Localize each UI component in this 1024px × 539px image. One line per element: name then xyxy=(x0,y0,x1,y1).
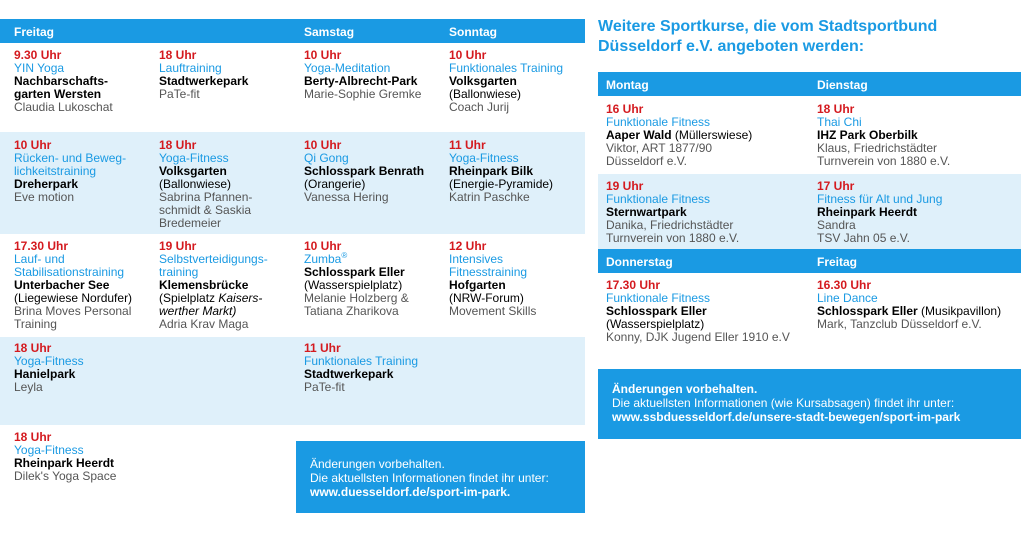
day-label: Donnerstag xyxy=(606,255,673,269)
entry-trainer: Klaus, Friedrichstädter xyxy=(817,141,938,155)
entry-course: Qi Gong xyxy=(304,151,349,165)
entry-course: Line Dance xyxy=(817,291,878,305)
entry-trainer: Katrin Paschke xyxy=(449,190,530,204)
entry-time: 11 Uhr xyxy=(449,138,486,152)
entry-course: Stabilisationstraining xyxy=(14,265,125,279)
schedule-entry xyxy=(0,49,145,114)
note-heading: Änderungen vorbehalten. xyxy=(612,382,758,396)
entry-time: 18 Uhr xyxy=(14,430,52,444)
schedule-entry xyxy=(435,240,585,318)
entry-course: YIN Yoga xyxy=(14,61,65,75)
entry-location: Rheinpark Heerdt xyxy=(14,456,115,470)
entry-course: Funktionale Fitness xyxy=(606,115,711,129)
registered-mark: ® xyxy=(341,251,348,260)
entry-course: Funktionales Training xyxy=(449,61,564,75)
entry-trainer: Training xyxy=(14,317,57,331)
entry-trainer: Dilek's Yoga Space xyxy=(14,469,117,483)
schedule-entry xyxy=(0,431,145,483)
schedule-entry xyxy=(145,49,290,101)
ssb-entry xyxy=(598,180,808,245)
entry-location: Stadtwerkepark xyxy=(304,367,394,381)
schedule-entry xyxy=(435,49,585,114)
entry-time: 10 Uhr xyxy=(304,138,342,152)
entry-trainer: Melanie Holzberg & xyxy=(304,291,409,305)
day-header-samstag xyxy=(290,19,435,43)
entry-location-detail-text: (Spielplatz xyxy=(159,291,219,305)
day-label: Freitag xyxy=(817,255,858,269)
entry-course: Lauftraining xyxy=(159,61,222,75)
entry-trainer: Marie-Sophie Gremke xyxy=(304,87,422,101)
entry-trainer: Adria Krav Maga xyxy=(159,317,249,331)
entry-time: 17 Uhr xyxy=(817,179,855,193)
schedule-entry xyxy=(435,139,585,204)
entry-course: Funktionale Fitness xyxy=(606,192,711,206)
entry-course: Yoga-Fitness xyxy=(14,354,84,368)
entry-trainer: Turnverein von 1880 e.V. xyxy=(817,154,951,168)
entry-location: Schlosspark Eller xyxy=(304,265,405,279)
entry-location-detail: (Wasserspielplatz) xyxy=(606,317,705,331)
day-header-montag xyxy=(598,72,808,96)
section-title xyxy=(598,17,1018,57)
day-header-freitag xyxy=(0,19,290,43)
entry-time: 18 Uhr xyxy=(159,138,197,152)
ssb-entry xyxy=(598,103,808,168)
entry-trainer: Vanessa Hering xyxy=(304,190,389,204)
entry-time: 11 Uhr xyxy=(304,341,341,355)
schedule-entry xyxy=(0,342,145,394)
schedule-entry xyxy=(290,139,435,204)
entry-time: 10 Uhr xyxy=(449,48,487,62)
entry-location: Volksgarten xyxy=(159,164,227,178)
day-label: Sonntag xyxy=(449,25,497,39)
entry-location: Stadtwerkepark xyxy=(159,74,249,88)
entry-location: Rheinpark Bilk xyxy=(449,164,534,178)
entry-trainer: Bredemeier xyxy=(159,216,222,230)
entry-course: lichkeitstraining xyxy=(14,164,97,178)
entry-location-name: Aaper Wald xyxy=(606,128,672,142)
entry-trainer: Coach Jurij xyxy=(449,100,510,114)
entry-trainer: Sabrina Pfannen- xyxy=(159,190,253,204)
entry-location: Hofgarten xyxy=(449,278,506,292)
entry-time: 19 Uhr xyxy=(159,239,197,253)
entry-time: 9.30 Uhr xyxy=(14,48,62,62)
entry-location: Hanielpark xyxy=(14,367,76,381)
entry-trainer: Eve motion xyxy=(14,190,75,204)
note-text: Die aktuellsten Informationen findet ihr unter: xyxy=(310,471,549,485)
section-title-line: Weitere Sportkurse, die vom Stadtsportbund xyxy=(598,18,938,35)
entry-trainer: Movement Skills xyxy=(449,304,537,318)
entry-course: Fitness für Alt und Jung xyxy=(817,192,943,206)
entry-location: Unterbacher See xyxy=(14,278,110,292)
entry-location-detail: (Ballonwiese) xyxy=(159,177,232,191)
entry-location-detail-italic: werther Markt) xyxy=(159,304,237,318)
entry-trainer: Tatiana Zharikova xyxy=(304,304,399,318)
entry-time: 10 Uhr xyxy=(304,48,342,62)
entry-course: Yoga-Fitness xyxy=(159,151,229,165)
entry-time: 18 Uhr xyxy=(159,48,197,62)
entry-location-detail: (Wasserspielplatz) xyxy=(304,278,403,292)
entry-trainer: Claudia Lukoschat xyxy=(14,100,113,114)
schedule-entry xyxy=(145,240,290,331)
day-label: Dienstag xyxy=(817,78,868,92)
section-title-line: Düsseldorf e.V. angeboten werden: xyxy=(598,38,865,55)
entry-trainer: Mark, Tanzclub Düsseldorf e.V. xyxy=(817,317,982,331)
note-link[interactable]: www.duesseldorf.de/sport-im-park. xyxy=(310,485,511,499)
entry-time: 16 Uhr xyxy=(606,102,644,116)
entry-course: Funktionale Fitness xyxy=(606,291,711,305)
entry-location: Sternwartpark xyxy=(606,205,687,219)
entry-time: 10 Uhr xyxy=(14,138,52,152)
schedule-entry xyxy=(290,49,435,101)
entry-course-text: Zumba xyxy=(304,252,342,266)
day-header-donnerstag xyxy=(598,249,808,273)
schedule-entry xyxy=(290,342,580,394)
entry-location: Schlosspark Benrath xyxy=(304,164,425,178)
entry-time: 18 Uhr xyxy=(14,341,52,355)
entry-trainer: TSV Jahn 05 e.V. xyxy=(817,231,910,245)
entry-location-detail: (Ballonwiese) xyxy=(449,87,522,101)
entry-trainer: Brina Moves Personal xyxy=(14,304,132,318)
entry-course: Yoga-Fitness xyxy=(14,443,84,457)
entry-location: Nachbarschafts- xyxy=(14,74,109,88)
entry-trainer: Viktor, ART 1877/90 xyxy=(606,141,713,155)
entry-course: Intensives xyxy=(449,252,504,266)
day-label: Montag xyxy=(606,78,649,92)
entry-location-detail: (NRW-Forum) xyxy=(449,291,524,305)
schedule-entry xyxy=(0,240,145,331)
entry-time: 10 Uhr xyxy=(304,239,342,253)
entry-location-detail: (Musikpavillon) xyxy=(917,304,1002,318)
entry-time: 12 Uhr xyxy=(449,239,487,253)
entry-trainer: Konny, DJK Jugend Eller 1910 e.V xyxy=(606,330,790,344)
note-text: Die aktuellsten Informationen (wie Kursabsagen) findet ihr unter: xyxy=(612,396,955,410)
entry-course: Lauf- und xyxy=(14,252,65,266)
entry-time: 16.30 Uhr xyxy=(817,278,872,292)
day-header-dienstag xyxy=(808,72,1021,96)
entry-trainer: Sandra xyxy=(817,218,856,232)
schedule-entry xyxy=(145,139,290,230)
day-label: Samstag xyxy=(304,25,355,39)
entry-location-detail: (Liegewiese Nordufer) xyxy=(14,291,133,305)
ssb-entry xyxy=(808,279,1021,331)
entry-location-name: Schlosspark Eller xyxy=(817,304,918,318)
changes-note xyxy=(296,441,585,513)
entry-location: Berty-Albrecht-Park xyxy=(304,74,418,88)
entry-location: garten Wersten xyxy=(14,87,102,101)
entry-trainer: Leyla xyxy=(14,380,43,394)
entry-location: Schlosspark Eller xyxy=(606,304,707,318)
ssb-entry xyxy=(808,103,1021,168)
day-header-freitag xyxy=(808,249,1021,273)
entry-time: 19 Uhr xyxy=(606,179,644,193)
entry-location-detail: (Müllerswiese) xyxy=(671,128,753,142)
entry-trainer: Danika, Friedrichstädter xyxy=(606,218,734,232)
entry-time: 17.30 Uhr xyxy=(14,239,69,253)
day-header-sonntag xyxy=(435,19,585,43)
entry-trainer: PaTe-fit xyxy=(304,380,345,394)
note-link[interactable]: www.ssbduesseldorf.de/unsere-stadt-bewegen/sport-im-park xyxy=(612,410,961,424)
day-label: Freitag xyxy=(14,25,55,39)
entry-location-detail-italic: Kaisers- xyxy=(218,291,263,305)
entry-course: Funktionales Training xyxy=(304,354,419,368)
entry-location: Volksgarten xyxy=(449,74,517,88)
entry-course: training xyxy=(159,265,199,279)
entry-trainer: Turnverein von 1880 e.V. xyxy=(606,231,740,245)
entry-location: IHZ Park Oberbilk xyxy=(817,128,918,142)
entry-location: Klemensbrücke xyxy=(159,278,249,292)
entry-course: Rücken- und Beweg- xyxy=(14,151,127,165)
entry-trainer: Düsseldorf e.V. xyxy=(606,154,687,168)
entry-location-detail: (Energie-Pyramide) xyxy=(449,177,554,191)
note-text: Änderungen vorbehalten. xyxy=(310,457,445,471)
entry-location-detail: (Orangerie) xyxy=(304,177,366,191)
entry-course: Yoga-Fitness xyxy=(449,151,519,165)
entry-time: 18 Uhr xyxy=(817,102,855,116)
entry-trainer: PaTe-fit xyxy=(159,87,200,101)
entry-time: 17.30 Uhr xyxy=(606,278,661,292)
changes-note xyxy=(598,369,1021,439)
ssb-entry xyxy=(808,180,1021,245)
entry-trainer: schmidt & Saskia xyxy=(159,203,252,217)
entry-course: Fitnesstraining xyxy=(449,265,528,279)
entry-location: Rheinpark Heerdt xyxy=(817,205,918,219)
entry-course: Thai Chi xyxy=(817,115,862,129)
entry-course: Selbstverteidigungs- xyxy=(159,252,268,266)
entry-location: Dreherpark xyxy=(14,177,79,191)
ssb-entry xyxy=(598,279,808,344)
schedule-entry xyxy=(290,240,435,318)
entry-course: Yoga-Meditation xyxy=(304,61,391,75)
schedule-entry xyxy=(0,139,145,204)
